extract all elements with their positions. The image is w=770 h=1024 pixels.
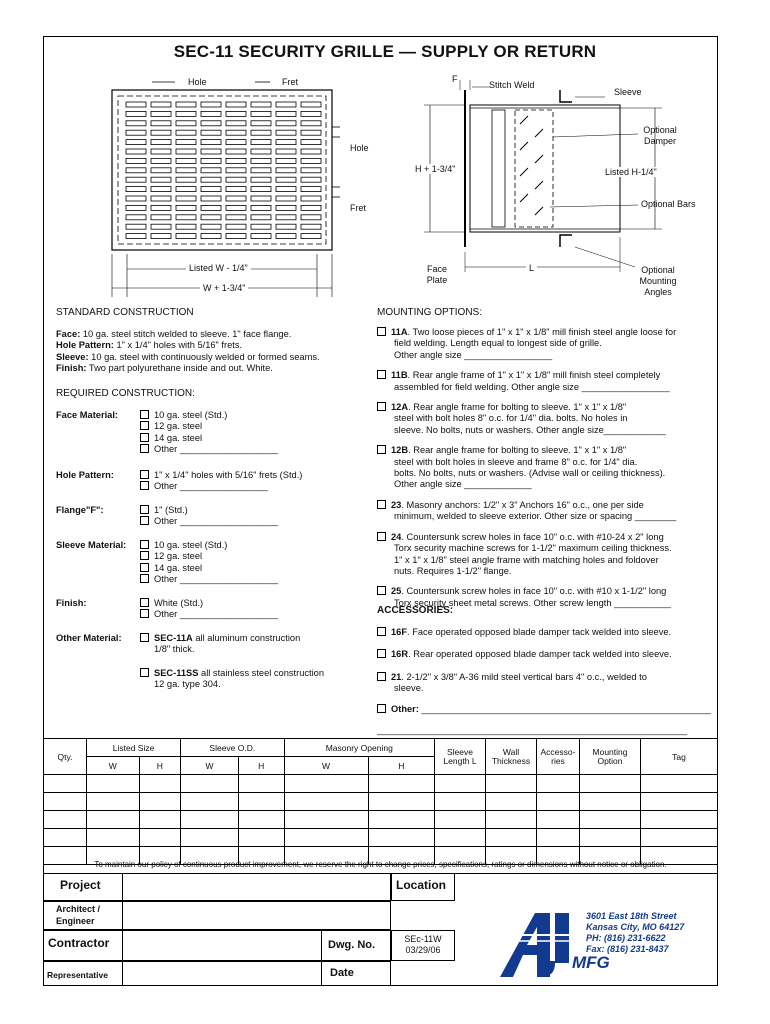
grille-slot — [176, 234, 196, 239]
grille-slot — [151, 196, 171, 201]
grille-slot — [251, 158, 271, 163]
grille-slot — [301, 121, 321, 126]
grille-slot — [276, 215, 296, 220]
location-label: Location — [396, 878, 446, 892]
sleeve-material-label: Sleeve Material: — [56, 540, 127, 550]
finish-label: Finish: — [56, 598, 87, 608]
grille-slot — [226, 130, 246, 135]
grille-slot — [301, 102, 321, 107]
company-address: 3601 East 18th Street Kansas City, MO 64127 PH: (816) 231-6622 Fax: (816) 231-8437 — [586, 911, 685, 954]
grille-slot — [176, 224, 196, 229]
grille-slot — [176, 111, 196, 116]
grille-slot — [176, 130, 196, 135]
grille-slot — [151, 215, 171, 220]
grille-slot — [126, 121, 146, 126]
grille-slot — [301, 215, 321, 220]
standard-construction-list: Face: 10 ga. steel stitch welded to sleeve. 1" face flange. Hole Pattern: 1" x 1/4" holes with 5/16" frets. Sleeve: 10 ga. steel with continuously welded or formed seams. Finish: Two part polyurethane inside and out. White. — [56, 329, 320, 374]
listed-w-label: Listed W - 1/4" — [186, 263, 251, 273]
representative-label: Representative — [47, 970, 108, 980]
grille-slot — [201, 149, 221, 154]
grille-slot — [301, 149, 321, 154]
grille-slot — [151, 140, 171, 145]
grille-slot — [151, 224, 171, 229]
grille-slot — [151, 158, 171, 163]
w-total-label: W + 1-3/4" — [200, 283, 248, 293]
checkbox[interactable] — [377, 370, 386, 379]
grille-slot — [226, 121, 246, 126]
grille-slot — [251, 224, 271, 229]
grille-slot — [176, 187, 196, 192]
flange-options: 1" (Std.) Other ___________________ — [140, 505, 278, 528]
standard-construction-heading: STANDARD CONSTRUCTION — [56, 307, 194, 318]
other-material-options: SEC-11A all aluminum construction 1/8" thick. SEC-11SS all stainless steel construction 12 ga. type 304. — [140, 633, 324, 691]
grille-slot — [251, 234, 271, 239]
grille-slot — [201, 224, 221, 229]
grille-slot — [276, 158, 296, 163]
grille-slot — [201, 215, 221, 220]
grille-slot — [251, 121, 271, 126]
checkbox[interactable] — [140, 563, 149, 572]
grille-slot — [251, 215, 271, 220]
finish-options: White (Std.) Other ___________________ — [140, 598, 278, 621]
grille-slot — [151, 168, 171, 173]
grille-slot — [251, 187, 271, 192]
checkbox[interactable] — [377, 704, 386, 713]
grille-slot — [201, 140, 221, 145]
grille-slot — [151, 149, 171, 154]
grille-slot — [276, 177, 296, 182]
fret-right-label: Fret — [350, 203, 367, 213]
date-label: Date — [330, 967, 354, 979]
grille-slot — [201, 111, 221, 116]
grille-slot — [126, 149, 146, 154]
grille-slot — [251, 196, 271, 201]
grille-slot — [226, 196, 246, 201]
grille-slot — [251, 130, 271, 135]
grille-slot — [126, 111, 146, 116]
grille-slot — [126, 215, 146, 220]
table-row[interactable] — [44, 829, 718, 847]
accessories-heading: ACCESSORIES: — [377, 605, 454, 616]
grille-slot — [251, 102, 271, 107]
grille-slot — [276, 102, 296, 107]
checkbox[interactable] — [377, 672, 386, 681]
grille-slot — [126, 140, 146, 145]
checkbox[interactable] — [140, 598, 149, 607]
grille-slot — [176, 121, 196, 126]
h-total-label: H + 1-3/4" — [415, 164, 456, 174]
grille-slot — [301, 177, 321, 182]
grille-slot — [226, 158, 246, 163]
stitch-weld-label: Stitch Weld — [489, 80, 535, 90]
checkbox[interactable] — [140, 516, 149, 525]
checkbox[interactable] — [377, 327, 386, 336]
checkbox[interactable] — [140, 505, 149, 514]
checkbox[interactable] — [140, 551, 149, 560]
grille-slot — [201, 196, 221, 201]
grille-slot — [251, 111, 271, 116]
grille-slot — [276, 121, 296, 126]
architect-label: Architect / Engineer — [56, 904, 101, 926]
l-label: L — [526, 263, 537, 273]
mfg-mark: MFG — [572, 953, 610, 972]
hole-pattern-options: 1" x 1/4" holes with 5/16" frets (Std.) Other _________________ — [140, 470, 302, 493]
grille-slot — [176, 196, 196, 201]
checkbox[interactable] — [140, 668, 149, 677]
grille-slot — [126, 158, 146, 163]
face-material-label: Face Material: — [56, 410, 119, 420]
grille-slot — [226, 187, 246, 192]
checkbox[interactable] — [140, 540, 149, 549]
grille-slot — [276, 168, 296, 173]
grille-slot — [151, 205, 171, 210]
grille-slot — [126, 224, 146, 229]
grille-slot — [176, 158, 196, 163]
f-label: F — [452, 74, 458, 84]
flange-label: Flange"F": — [56, 505, 104, 515]
checkbox[interactable] — [377, 445, 386, 454]
checkbox[interactable] — [140, 574, 149, 583]
table-row[interactable] — [44, 775, 718, 793]
grille-slot — [276, 196, 296, 201]
grille-slot — [301, 196, 321, 201]
checkbox[interactable] — [140, 433, 149, 442]
table-row[interactable] — [44, 811, 718, 829]
grille-slot — [201, 121, 221, 126]
grille-slot — [226, 149, 246, 154]
grille-slot — [126, 102, 146, 107]
hole-right-label: Hole — [350, 143, 369, 153]
listed-h-label: Listed H-1/4" — [605, 167, 657, 177]
grille-slot — [276, 130, 296, 135]
optional-mounting-label: Optional Mounting Angles — [639, 265, 677, 297]
grille-slot — [301, 224, 321, 229]
grille-slot — [176, 140, 196, 145]
checkbox[interactable] — [140, 410, 149, 419]
project-label: Project — [60, 878, 101, 892]
grille-slot — [301, 158, 321, 163]
grille-slot — [251, 149, 271, 154]
grille-slot — [226, 205, 246, 210]
grille-slot — [126, 196, 146, 201]
grille-slot — [301, 205, 321, 210]
table-row[interactable] — [44, 793, 718, 811]
grille-slot — [151, 130, 171, 135]
grille-slot — [251, 168, 271, 173]
grille-slot — [126, 205, 146, 210]
grille-slot — [176, 205, 196, 210]
grille-slot — [226, 102, 246, 107]
grille-slot — [126, 168, 146, 173]
checkbox[interactable] — [140, 633, 149, 642]
grille-slot — [151, 111, 171, 116]
grille-slot — [176, 102, 196, 107]
page-title: SEC-11 SECURITY GRILLE — SUPPLY OR RETURN — [173, 42, 597, 61]
grille-slot — [201, 205, 221, 210]
sleeve-material-options: 10 ga. steel (Std.) 12 ga. steel 14 ga. steel Other ___________________ — [140, 540, 278, 586]
grille-slot — [201, 130, 221, 135]
grille-slot — [151, 187, 171, 192]
checkbox[interactable] — [377, 649, 386, 658]
hole-pattern-label: Hole Pattern: — [56, 470, 114, 480]
grille-slot — [301, 111, 321, 116]
grille-slot — [201, 102, 221, 107]
grille-slot — [201, 158, 221, 163]
checkbox[interactable] — [377, 586, 386, 595]
grille-slot — [201, 187, 221, 192]
grille-slot — [276, 111, 296, 116]
checkbox[interactable] — [140, 481, 149, 490]
grille-slot — [126, 187, 146, 192]
grille-slot — [226, 140, 246, 145]
grille-slot — [301, 140, 321, 145]
grille-slot — [126, 234, 146, 239]
contractor-label: Contractor — [48, 936, 110, 950]
grille-slot — [276, 149, 296, 154]
grille-slot — [226, 168, 246, 173]
grille-slot — [201, 168, 221, 173]
grille-slot — [276, 234, 296, 239]
checkbox[interactable] — [377, 627, 386, 636]
grille-slot — [276, 187, 296, 192]
other-material-label: Other Material: — [56, 633, 122, 643]
grille-slot — [151, 102, 171, 107]
grille-slot — [126, 177, 146, 182]
fret-top-label: Fret — [282, 77, 299, 87]
optional-bars-label: Optional Bars — [641, 199, 696, 209]
grille-slot — [276, 205, 296, 210]
grille-slot — [301, 168, 321, 173]
checkbox[interactable] — [140, 444, 149, 453]
grille-slot — [151, 177, 171, 182]
required-construction-heading: REQUIRED CONSTRUCTION: — [56, 388, 195, 399]
grille-slot — [276, 140, 296, 145]
grille-slot — [251, 140, 271, 145]
grille-slot — [176, 177, 196, 182]
grille-slot — [176, 215, 196, 220]
order-table: Qty. Listed Size Sleeve O.D. Masonry Opening Sleeve Length L Wall Thickness Accesso- ries Mounting Option Tag W H W H W H — [43, 738, 718, 865]
grille-slot — [226, 177, 246, 182]
checkbox[interactable] — [377, 402, 386, 411]
mounting-options-heading: MOUNTING OPTIONS: — [377, 307, 482, 318]
sleeve-label: Sleeve — [614, 87, 642, 97]
grille-slot — [201, 177, 221, 182]
grille-slot — [226, 224, 246, 229]
hole-top-label: Hole — [188, 77, 207, 87]
dwg-no-label: Dwg. No. — [328, 939, 376, 951]
grille-slot — [276, 224, 296, 229]
grille-slot — [151, 121, 171, 126]
grille-slot — [126, 130, 146, 135]
checkbox[interactable] — [140, 421, 149, 430]
grille-slot — [251, 177, 271, 182]
grille-slot — [226, 234, 246, 239]
notice-text: To maintain our policy of continuous product improvement, we reserve the right to change prices, specifications, ratings or dimensions without notice or obligation. — [94, 860, 667, 869]
grille-slot — [176, 168, 196, 173]
face-plate-label: Face Plate — [426, 264, 448, 285]
grille-slot — [251, 205, 271, 210]
mounting-options-list: 11A. Two loose pieces of 1" x 1" x 1/8" mill finish steel angle loose for field welding. Length equal to longest side of grille. Other angle size _________________ 11B. Rear angle frame of 1" x 1" x 1/8" mill finish steel completely assembled for field welding. Other angle size _________________ 12A. Rear angle frame for bolting to sleeve. 1" x 1" x 1/8" steel with bolt holes 8" o.c. for 1/4" dia. bolts. No holes in sleeve. No bolts, nuts or washers. Other angle size____________ 12B. Rear angle frame for bolting to sleeve. 1" x 1" x 1/8" steel with bolt holes in sleeve and frame 8" o.c. for 1/4" dia. bolts. No bolts, nuts or washers. (Advise wall or ceiling thickness). Other angle size _____________ 23. Masonry anchors: 1/2" x 3" Anchors 16" o.c., one per side minimum, welded to sleeve exterior. Other size or spacing ________ 24. Countersunk screw holes in face 10" o.c. with #10-24 x 2" long Torx security machine screws for 1-1/2" maximum ceiling thickness. 1" x 1" x 1/8" steel angle frame with matching holes and foldover nuts. Requires 1-1/2" flange. 25. Countersunk screw holes in face 10" o.c. with #10 x 1-1/2" long Torx security sheet metal screws. Other screw length ___________ — [377, 327, 712, 609]
grille-slot — [301, 187, 321, 192]
checkbox[interactable] — [140, 609, 149, 618]
optional-damper-label: Optional Damper — [643, 125, 677, 146]
dwg-no-value: SEc-11W 03/29/06 — [404, 934, 442, 956]
grille-slot — [301, 130, 321, 135]
checkbox[interactable] — [140, 470, 149, 479]
grille-slot — [201, 234, 221, 239]
grille-slot — [176, 149, 196, 154]
grille-slot — [226, 215, 246, 220]
grille-slot — [151, 234, 171, 239]
grille-slot — [301, 234, 321, 239]
face-material-options: 10 ga. steel (Std.) 12 ga. steel 14 ga. steel Other ___________________ — [140, 410, 278, 456]
checkbox[interactable] — [377, 500, 386, 509]
checkbox[interactable] — [377, 532, 386, 541]
accessories-list: 16F. Face operated opposed blade damper tack welded into sleeve. 16R. Rear operated opposed blade damper tack welded into sleeve. 21. 2-1/2" x 3/8" A-36 mild steel vertical bars 4" o.c., welded to sleeve. Other: ________________________________________________________ ____________________________________________________________ — [377, 627, 712, 736]
grille-slot — [226, 111, 246, 116]
